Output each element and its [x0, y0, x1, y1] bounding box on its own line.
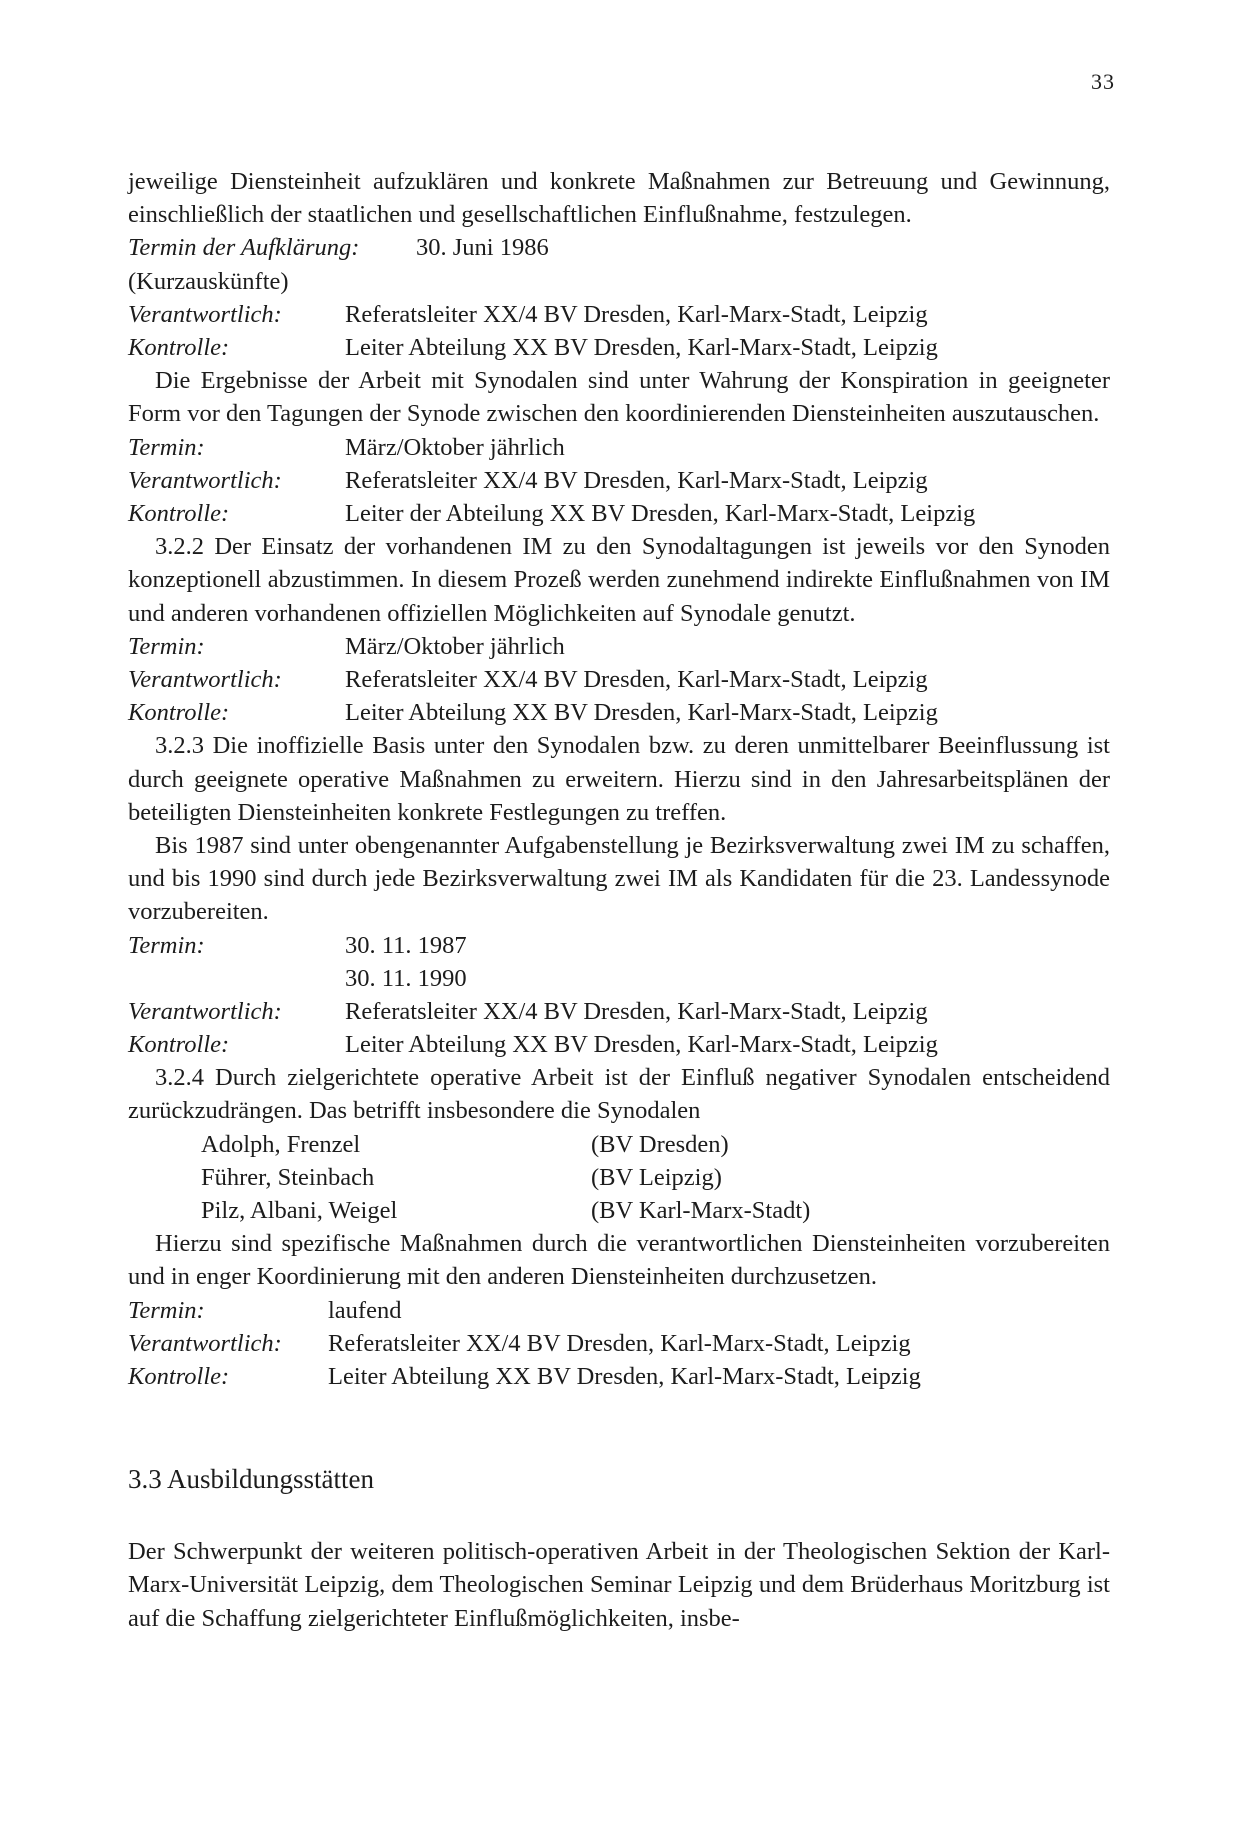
deadline-row [128, 231, 1110, 264]
control-label: Kontrolle: [128, 1031, 230, 1059]
control-row [128, 696, 1110, 729]
responsible-row [128, 995, 1110, 1028]
deadline-row-2 [128, 962, 1110, 995]
control-value: Leiter Abteilung XX BV Dresden, Karl-Marx-Stadt, Leipzig [345, 333, 938, 361]
paragraph: Der Schwerpunkt der weiteren politisch-operativen Arbeit in der Theologischen Sektion der Karl-Marx-Universität Leipzig, dem Theologischen Seminar Leipzig und dem Brüderhaus Moritzburg ist auf die Schaffung zielgerichteter Einflußmöglichkeiten, insbe- [128, 1538, 1110, 1632]
list-item [201, 1128, 1110, 1161]
synodal-names: Führer, Steinbach [201, 1163, 375, 1191]
responsible-row [128, 298, 1110, 331]
deadline-row [128, 1294, 1110, 1327]
synodal-district: (BV Leipzig) [591, 1163, 722, 1191]
deadline-row [128, 431, 1110, 464]
list-item [201, 1161, 1110, 1194]
synodal-list [201, 1128, 1110, 1228]
deadline-row [128, 630, 1110, 663]
deadline-value: 30. 11. 1987 [345, 931, 467, 959]
responsible-value: Referatsleiter XX/4 BV Dresden, Karl-Marx-Stadt, Leipzig [345, 997, 928, 1025]
paragraph: Hierzu sind spezifische Maßnahmen durch die verantwortlichen Diensteinheiten vorzubereiten und in enger Koordinierung mit den anderen Diensteinheiten durchzusetzen. [128, 1230, 1110, 1291]
synodal-names: Adolph, Frenzel [201, 1130, 361, 1158]
responsible-label: Verantwortlich: [128, 466, 282, 494]
deadline-value: laufend [328, 1296, 402, 1324]
deadline-row [128, 929, 1110, 962]
responsible-value: Referatsleiter XX/4 BV Dresden, Karl-Marx-Stadt, Leipzig [345, 300, 928, 328]
control-row [128, 331, 1110, 364]
control-label: Kontrolle: [128, 499, 230, 527]
section-heading: 3.3 Ausbildungsstätten [128, 1464, 375, 1495]
control-value: Leiter der Abteilung XX BV Dresden, Karl-Marx-Stadt, Leipzig [345, 499, 976, 527]
synodal-district: (BV Karl-Marx-Stadt) [591, 1197, 811, 1225]
paragraph: Die Ergebnisse der Arbeit mit Synodalen sind unter Wahrung der Konspiration in geeigneter Form vor den Tagungen der Synode zwischen den koordinierenden Diensteinheiten auszutauschen. [128, 367, 1110, 428]
synodal-names: Pilz, Albani, Weigel [201, 1197, 398, 1225]
responsible-row [128, 1327, 1110, 1360]
list-item [201, 1194, 1110, 1227]
control-label: Kontrolle: [128, 1363, 230, 1391]
deadline-value: März/Oktober jährlich [345, 632, 565, 660]
deadline-label: Termin: [128, 931, 205, 959]
control-row [128, 1028, 1110, 1061]
responsible-label: Verantwortlich: [128, 1329, 282, 1357]
paragraph: jeweilige Diensteinheit aufzuklären und konkrete Maßnahmen zur Betreuung und Gewinnung, einschließlich der staatlichen und gesellschaftlichen Einflußnahme, festzulegen. [128, 168, 1110, 229]
paragraph: 3.2.3 Die inoffizielle Basis unter den Synodalen bzw. zu deren unmittelbarer Beeinflussung ist durch geeignete operative Maßnahmen zu erweitern. Hierzu sind in den Jahresarbeitsplänen der beteiligten Diensteinheiten konkrete Festlegungen zu treffen. [128, 732, 1110, 826]
synodal-district: (BV Dresden) [591, 1130, 729, 1158]
responsible-label: Verantwortlich: [128, 300, 282, 328]
paragraph: Bis 1987 sind unter obengenannter Aufgabenstellung je Bezirksverwaltung zwei IM zu schaffen, und bis 1990 sind durch jede Bezirksverwaltung zwei IM als Kandidaten für die 23. Landessynode vorzubereiten. [128, 831, 1110, 926]
responsible-label: Verantwortlich: [128, 665, 282, 693]
paragraph: 3.2.2 Der Einsatz der vorhandenen IM zu den Synodaltagungen ist jeweils vor den Synoden konzeptionell abzustimmen. In diesem Prozeß werden zunehmend indirekte Einflußnahmen von IM und anderen vorhandenen offiziellen Möglichkeiten auf Synodale genutzt. [128, 533, 1110, 627]
control-value: Leiter Abteilung XX BV Dresden, Karl-Marx-Stadt, Leipzig [345, 699, 938, 727]
control-label: Kontrolle: [128, 699, 230, 727]
control-row [128, 1360, 1110, 1393]
responsible-value: Referatsleiter XX/4 BV Dresden, Karl-Marx-Stadt, Leipzig [345, 466, 928, 494]
deadline-label: Termin: [128, 433, 205, 461]
control-row [128, 497, 1110, 530]
responsible-value: Referatsleiter XX/4 BV Dresden, Karl-Marx-Stadt, Leipzig [345, 665, 928, 693]
responsible-row [128, 663, 1110, 696]
page-body [128, 165, 1110, 1635]
deadline-label: Termin: [128, 632, 205, 660]
deadline-note: (Kurzauskünfte) [128, 267, 289, 295]
paragraph: 3.2.4 Durch zielgerichtete operative Arbeit ist der Einfluß negativer Synodalen entscheidend zurückzudrängen. Das betrifft insbesondere die Synodalen [128, 1064, 1110, 1125]
control-label: Kontrolle: [128, 333, 230, 361]
responsible-label: Verantwortlich: [128, 997, 282, 1025]
control-value: Leiter Abteilung XX BV Dresden, Karl-Marx-Stadt, Leipzig [328, 1363, 921, 1391]
deadline-label: Termin: [128, 1296, 205, 1324]
responsible-value: Referatsleiter XX/4 BV Dresden, Karl-Marx-Stadt, Leipzig [328, 1329, 911, 1357]
responsible-row [128, 464, 1110, 497]
deadline-value: 30. 11. 1990 [345, 964, 467, 992]
control-value: Leiter Abteilung XX BV Dresden, Karl-Marx-Stadt, Leipzig [345, 1031, 938, 1059]
deadline-label: Termin der Aufklärung: [128, 234, 360, 262]
deadline-note-row [128, 265, 1110, 298]
deadline-value: 30. Juni 1986 [416, 234, 549, 262]
page-number: 33 [1091, 69, 1115, 94]
deadline-value: März/Oktober jährlich [345, 433, 565, 461]
